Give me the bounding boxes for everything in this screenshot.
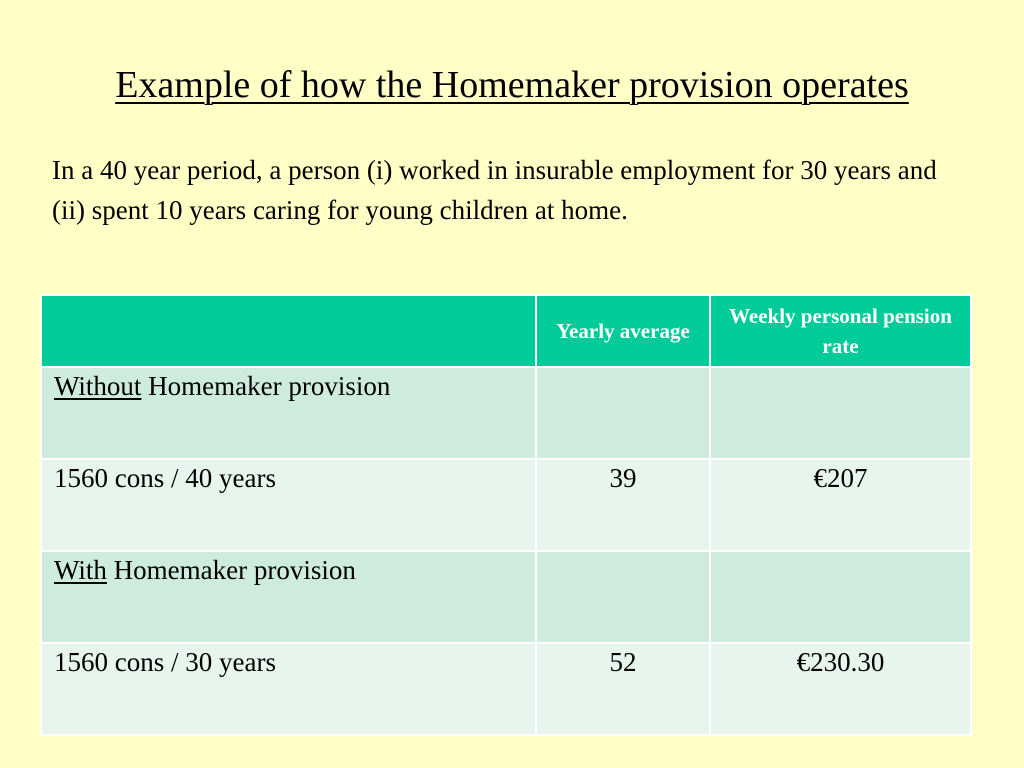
table-row-with-provision <box>41 551 971 643</box>
table-row-without-provision <box>41 367 971 459</box>
table-row-40-years <box>41 459 971 551</box>
pension-comparison-table <box>40 294 972 736</box>
row-yearly-average <box>536 551 710 643</box>
table-header-row <box>41 295 971 367</box>
table-row-30-years <box>41 643 971 735</box>
row-description-rest: Homemaker provision <box>106 555 356 585</box>
row-yearly-average <box>536 367 710 459</box>
row-weekly-rate: €207 <box>710 459 971 551</box>
row-yearly-average: 52 <box>536 643 710 735</box>
intro-paragraph: In a 40 year period, a person (i) worked in insurable employment for 30 years and (ii) spent 10 years caring for young children at home. <box>52 155 937 225</box>
row-weekly-rate: €230.30 <box>710 643 971 735</box>
row-description: 1560 cons / 30 years <box>41 643 536 735</box>
row-description: 1560 cons / 40 years <box>41 459 536 551</box>
header-yearly-average: Yearly average <box>536 295 710 367</box>
row-description <box>41 551 536 643</box>
header-description <box>41 295 536 367</box>
row-emphasis-without: Without <box>54 371 142 401</box>
row-emphasis-with: With <box>54 555 107 585</box>
slide-title: Example of how the Homemaker provision operates <box>115 64 909 106</box>
header-weekly-rate: Weekly personal pension rate <box>710 295 971 367</box>
row-weekly-rate <box>710 551 971 643</box>
row-description-rest: Homemaker provision <box>141 371 391 401</box>
row-description <box>41 367 536 459</box>
row-weekly-rate <box>710 367 971 459</box>
row-yearly-average: 39 <box>536 459 710 551</box>
